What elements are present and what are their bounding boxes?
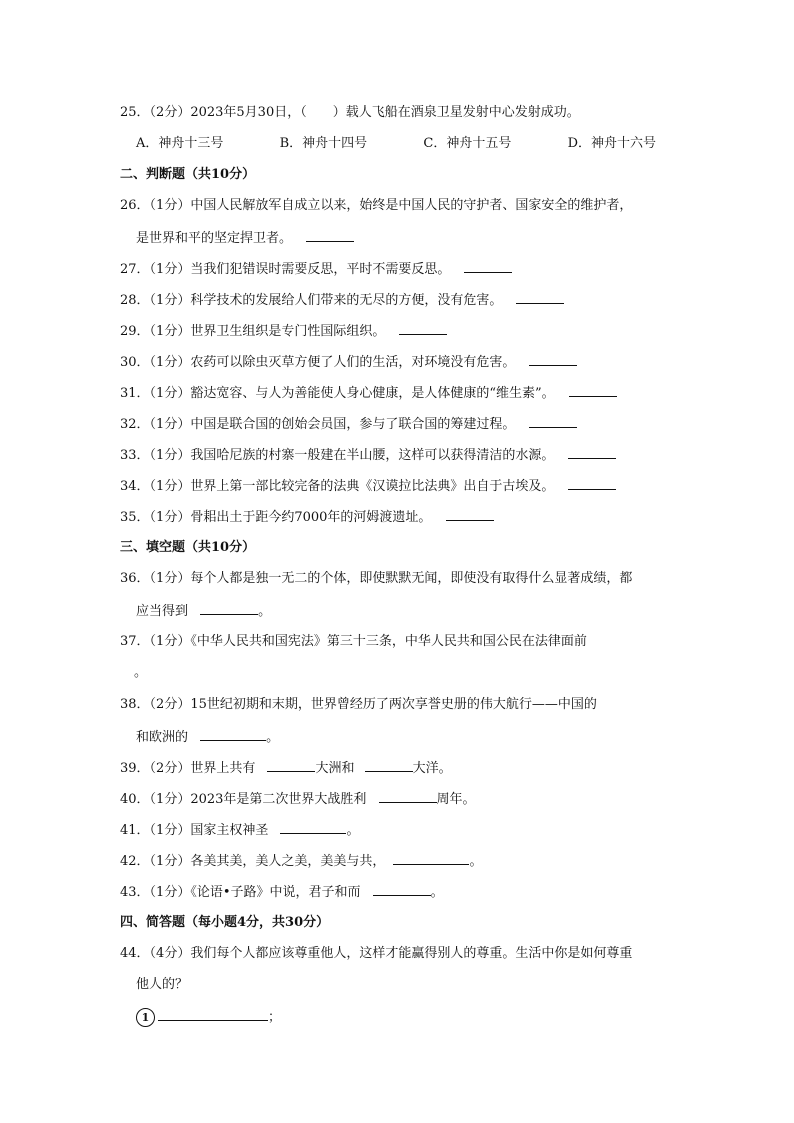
answer-blank[interactable] xyxy=(568,446,616,459)
question-26-text: 是世界和平的坚定捍卫者。 xyxy=(136,231,293,246)
period: 。 xyxy=(266,730,280,745)
question-34-text: 34．（1分）世界上第一部比较完备的法典《汉谟拉比法典》出自于古埃及。 xyxy=(120,479,555,494)
question-29 xyxy=(120,322,447,341)
answer-blank[interactable] xyxy=(379,790,437,803)
question-42-text: 42．（1分）各美其美，美人之美，美美与共， xyxy=(120,854,386,869)
question-39 xyxy=(120,759,452,778)
answer-blank[interactable] xyxy=(393,852,469,865)
question-27 xyxy=(120,260,512,279)
question-40-text: 40．（1分）2023年是第二次世界大战胜利 xyxy=(120,792,367,807)
question-40 xyxy=(120,790,476,809)
question-31 xyxy=(120,384,617,403)
question-32 xyxy=(120,415,577,434)
question-37-line-1: 37．（1分）《中华人民共和国宪法》第三十三条，中华人民共和国公民在法律面前 xyxy=(120,634,587,649)
answer-blank[interactable] xyxy=(464,260,512,273)
option-b: B．神舟十四号 xyxy=(279,136,368,151)
question-41 xyxy=(120,821,359,840)
answer-blank[interactable] xyxy=(200,728,266,741)
option-a: A．神舟十三号 xyxy=(136,136,224,151)
section-2-title: 二、判断题（共10分） xyxy=(120,167,256,182)
question-38-line-2 xyxy=(136,728,279,747)
question-33 xyxy=(120,446,616,465)
answer-blank[interactable] xyxy=(568,477,616,490)
option-d: D．神舟十六号 xyxy=(567,136,656,151)
question-37-line-2: 。 xyxy=(134,665,148,680)
question-41-text: 41．（1分）国家主权神圣 xyxy=(120,823,269,838)
question-39-text-end: 大洋。 xyxy=(412,761,452,776)
question-40-text-end: 周年。 xyxy=(436,792,476,807)
question-26-line-1: 26．（1分）中国人民解放军自成立以来，始终是中国人民的守护者、国家安全的维护者， xyxy=(120,198,633,213)
question-42 xyxy=(120,852,482,871)
question-26-line-2 xyxy=(136,229,354,248)
question-35 xyxy=(120,508,494,527)
question-36-line-2 xyxy=(136,602,271,621)
section-4-title: 四、简答题（每小题4分，共30分） xyxy=(120,915,330,930)
period: 。 xyxy=(469,854,483,869)
question-39-text-mid: 大洲和 xyxy=(315,761,355,776)
question-44-line-2: 他人的？ xyxy=(136,977,189,992)
question-44-answer-1 xyxy=(136,1008,281,1027)
answer-blank[interactable] xyxy=(569,384,617,397)
period: 。 xyxy=(346,823,360,838)
question-44-line-1: 44．（4分）我们每个人都应该尊重他人，这样才能赢得别人的尊重。生活中你是如何尊重 xyxy=(120,946,633,961)
period: 。 xyxy=(258,604,272,619)
period: 。 xyxy=(430,885,444,900)
answer-blank[interactable] xyxy=(516,291,564,304)
question-28-text: 28．（1分）科学技术的发展给人们带来的无尽的方便，没有危害。 xyxy=(120,293,503,308)
question-25-options xyxy=(136,135,656,153)
question-36-text: 应当得到 xyxy=(136,604,189,619)
question-36-line-1: 36．（1分）每个人都是独一无二的个体，即使默默无闻，即使没有取得什么显著成绩，都 xyxy=(120,571,633,586)
circled-number-1: 1 xyxy=(136,1008,155,1027)
option-c: C．神舟十五号 xyxy=(423,136,512,151)
question-32-text: 32．（1分）中国是联合国的创始会员国，参与了联合国的筹建过程。 xyxy=(120,417,516,432)
semicolon: ； xyxy=(268,1010,282,1025)
question-31-text: 31．（1分）豁达宽容、与人为善能使人身心健康，是人体健康的“维生素”。 xyxy=(120,386,555,401)
question-43 xyxy=(120,883,444,902)
answer-blank[interactable] xyxy=(280,821,346,834)
answer-blank[interactable] xyxy=(529,415,577,428)
question-30 xyxy=(120,353,577,372)
answer-blank[interactable] xyxy=(267,759,315,772)
question-38-text: 和欧洲的 xyxy=(136,730,189,745)
question-34 xyxy=(120,477,616,496)
section-3-title: 三、填空题（共10分） xyxy=(120,540,256,555)
question-25 xyxy=(120,104,580,122)
answer-blank[interactable] xyxy=(158,1008,268,1021)
answer-blank[interactable] xyxy=(306,229,354,242)
question-33-text: 33．（1分）我国哈尼族的村寨一般建在半山腰，这样可以获得清洁的水源。 xyxy=(120,448,555,463)
answer-blank[interactable] xyxy=(365,759,413,772)
question-27-text: 27．（1分）当我们犯错误时需要反思，平时不需要反思。 xyxy=(120,262,451,277)
answer-blank[interactable] xyxy=(446,508,494,521)
answer-blank[interactable] xyxy=(200,602,258,615)
question-30-text: 30．（1分）农药可以除虫灭草方便了人们的生活，对环境没有危害。 xyxy=(120,355,516,370)
question-39-text: 39．（2分）世界上共有 xyxy=(120,761,256,776)
question-38-line-1: 38．（2分）15世纪初期和末期，世界曾经历了两次享誉史册的伟大航行——中国的 xyxy=(120,697,597,712)
answer-blank[interactable] xyxy=(529,353,577,366)
answer-blank[interactable] xyxy=(373,883,431,896)
question-28 xyxy=(120,291,564,310)
question-25-text: 25．（2分）2023年5月30日，（ ）载人飞船在酒泉卫星发射中心发射成功。 xyxy=(120,105,580,120)
question-29-text: 29．（1分）世界卫生组织是专门性国际组织。 xyxy=(120,324,386,339)
question-43-text: 43．（1分）《论语•子路》中说，君子和而 xyxy=(120,885,361,900)
question-35-text: 35．（1分）骨耜出土于距今约7000年的河姆渡遗址。 xyxy=(120,510,432,525)
answer-blank[interactable] xyxy=(399,322,447,335)
